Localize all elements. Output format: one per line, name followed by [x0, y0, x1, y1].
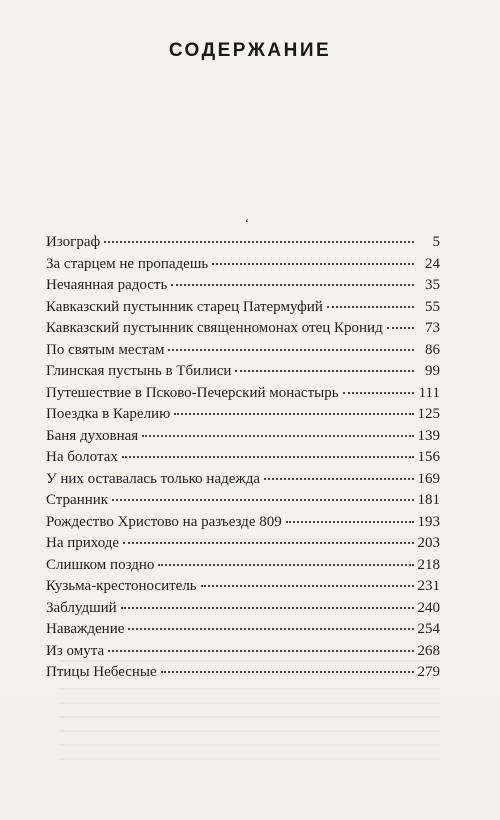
toc-entry — [46, 232, 440, 254]
toc-entry — [46, 533, 440, 555]
dot-leader — [171, 283, 414, 286]
show-through-texture — [60, 660, 440, 760]
toc-entry — [46, 318, 440, 340]
toc-entry-title: Заблудший — [46, 599, 117, 616]
toc-entry-title: Рождество Христово на разъезде 809 — [46, 513, 282, 530]
toc-entry-title: Странник — [46, 492, 109, 508]
dot-leader — [121, 606, 414, 609]
toc-entry — [46, 254, 440, 276]
toc-entry — [46, 490, 440, 512]
dot-leader — [112, 498, 413, 501]
toc-entry-page: 254 — [417, 621, 440, 637]
dot-leader — [327, 305, 414, 308]
dot-leader — [201, 584, 414, 587]
dot-leader — [235, 369, 414, 372]
toc-entry — [46, 512, 440, 534]
toc-entry-title: По святым местам — [46, 341, 165, 358]
toc-entry-page: 181 — [417, 492, 440, 508]
toc-entry-page: 139 — [417, 427, 440, 444]
toc-entry-page: 156 — [417, 449, 440, 465]
toc-entry — [46, 469, 440, 491]
dot-leader — [158, 563, 413, 566]
toc-entry-title: Птицы Небесные — [46, 664, 157, 680]
toc-entry-page: 279 — [417, 664, 440, 680]
dot-leader — [174, 412, 413, 415]
toc-entry-page: 35 — [425, 277, 440, 293]
dot-leader — [168, 348, 414, 351]
toc-entry-title: Поездка в Карелию — [46, 406, 171, 422]
toc-entry — [46, 576, 440, 598]
dot-leader — [104, 240, 414, 243]
toc-entry-title: Слишком поздно — [46, 556, 155, 573]
dot-leader — [212, 262, 414, 265]
toc-entry-title: Кавказский пустынник старец Патермуфий — [46, 298, 323, 315]
toc-entry — [46, 361, 440, 383]
table-of-contents — [46, 232, 440, 684]
toc-entry-page: 240 — [417, 599, 440, 616]
dot-leader — [108, 649, 413, 652]
toc-entry — [46, 297, 440, 319]
toc-entry-title: На приходе — [46, 535, 120, 551]
toc-entry — [46, 447, 440, 469]
dot-leader — [264, 477, 413, 480]
toc-entry-page: 268 — [417, 642, 440, 659]
dot-leader — [128, 627, 413, 630]
toc-entry-page: 99 — [425, 363, 440, 379]
toc-entry — [46, 641, 440, 663]
dot-leader — [122, 455, 414, 458]
page-title: СОДЕРЖАНИЕ — [168, 40, 332, 61]
toc-entry — [46, 275, 440, 297]
toc-entry — [46, 619, 440, 641]
dot-leader — [343, 391, 414, 394]
dot-leader — [387, 326, 414, 329]
dot-leader — [123, 541, 413, 544]
stray-mark: ‘ — [245, 216, 249, 230]
toc-entry-page: 5 — [432, 234, 440, 250]
toc-entry — [46, 598, 440, 620]
toc-entry-title: Изограф — [46, 234, 101, 250]
toc-entry-title: У них оставалась только надежда — [46, 470, 261, 487]
toc-entry — [46, 555, 440, 577]
toc-entry-title: Наваждение — [46, 621, 125, 637]
toc-entry-page: 55 — [425, 298, 440, 315]
toc-entry-page: 231 — [417, 578, 440, 594]
toc-entry — [46, 383, 440, 405]
toc-entry-title: Кузьма-крестоноситель — [46, 578, 197, 594]
toc-entry-title: Из омута — [46, 642, 105, 659]
toc-entry-page: 73 — [425, 320, 440, 336]
toc-entry-title: Глинская пустынь в Тбилиси — [46, 363, 232, 379]
toc-entry-page: 218 — [417, 556, 440, 573]
toc-entry-page: 169 — [417, 470, 440, 487]
toc-entry-title: Баня духовная — [46, 427, 139, 444]
dot-leader — [286, 520, 414, 523]
toc-entry-page: 86 — [425, 341, 440, 358]
toc-entry — [46, 404, 440, 426]
toc-entry-page: 111 — [418, 384, 440, 401]
toc-entry-page: 125 — [417, 406, 440, 422]
toc-entry-title: Кавказский пустынник священномонах отец Кронид — [46, 320, 383, 336]
toc-entry-title: За старцем не пропадешь — [46, 255, 209, 272]
toc-entry-page: 193 — [417, 513, 440, 530]
toc-entry-title: На болотах — [46, 449, 118, 465]
toc-entry-page: 203 — [417, 535, 440, 551]
toc-entry-page: 24 — [425, 255, 440, 272]
toc-entry-title: Путешествие в Псково-Печерский монастырь — [46, 384, 339, 401]
dot-leader — [142, 434, 413, 437]
toc-entry — [46, 426, 440, 448]
toc-entry — [46, 340, 440, 362]
toc-entry-title: Нечаянная радость — [46, 277, 168, 293]
